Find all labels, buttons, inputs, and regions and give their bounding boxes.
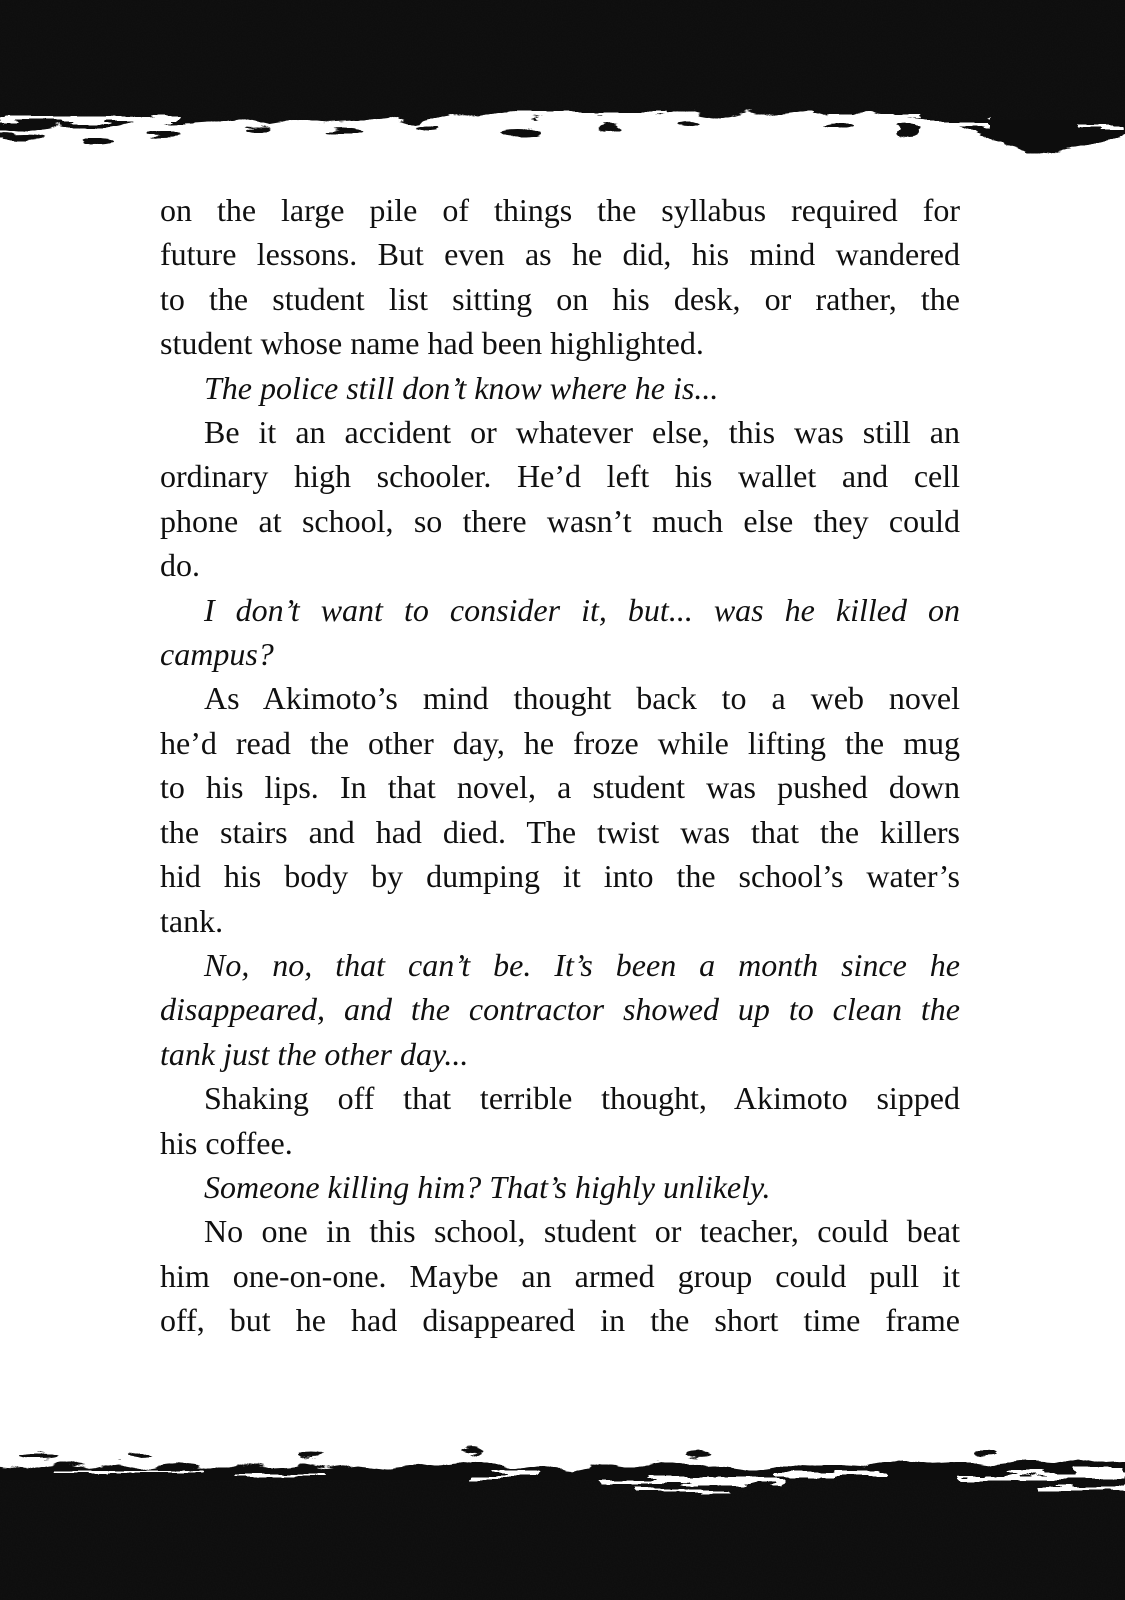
top-band-specks (0, 121, 916, 145)
text-line: I don’t want to consider it, but... was he killed on (204, 591, 960, 628)
text-line: Someone killing him? That’s highly unlikely. (204, 1168, 771, 1205)
bottom-band-texture (0, 1480, 1125, 1600)
text-line: the stairs and had died. The twist was that the killers (160, 813, 960, 850)
page-text (160, 188, 960, 1343)
text-line: ordinary high schooler. He’d left his wallet and cell (160, 458, 960, 495)
text-line: him one-on-one. Maybe an armed group could pull it (160, 1257, 960, 1294)
bottom-band-specks (22, 1449, 997, 1459)
text-line: student whose name had been highlighted. (160, 325, 704, 362)
text-line: tank just the other day... (160, 1035, 469, 1072)
text-line: hid his body by dumping it into the school’s water’s (160, 858, 960, 895)
bottom-grunge-border (0, 1440, 1125, 1600)
top-band-texture (0, 0, 1125, 120)
text-line: he’d read the other day, he froze while lifting the mug (160, 724, 960, 761)
text-line: As Akimoto’s mind thought back to a web novel (204, 680, 960, 717)
text-line: off, but he had disappeared in the short time frame (160, 1302, 960, 1339)
text-line: to the student list sitting on his desk, or rather, the (160, 280, 960, 317)
top-band-shape (0, 0, 1125, 150)
text-line: his coffee. (160, 1124, 293, 1161)
text-line: The police still don’t know where he is... (204, 369, 719, 406)
top-grunge-border (0, 0, 1125, 170)
text-line: tank. (160, 902, 224, 939)
text-line: disappeared, and the contractor showed up to clean the (160, 991, 960, 1028)
text-line: campus? (160, 636, 274, 673)
text-line: Be it an accident or whatever else, this was still an (204, 414, 960, 451)
text-line: future lessons. But even as he did, his mind wandered (160, 236, 960, 273)
top-band-white-streaks (0, 113, 1125, 128)
text-line: No one in this school, student or teacher, could beat (204, 1213, 960, 1250)
text-line: do. (160, 547, 200, 584)
text-line: to his lips. In that novel, a student was pushed down (160, 769, 960, 806)
text-line: on the large pile of things the syllabus required for (160, 192, 960, 228)
bottom-band-shape (0, 1459, 1125, 1600)
text-line: No, no, that can’t be. It’s been a month since he (204, 946, 960, 983)
bottom-band-white-streaks (55, 1470, 1125, 1493)
text-line: Shaking off that terrible thought, Akimoto sipped (204, 1080, 960, 1117)
text-line: phone at school, so there wasn’t much else they could (160, 502, 960, 539)
